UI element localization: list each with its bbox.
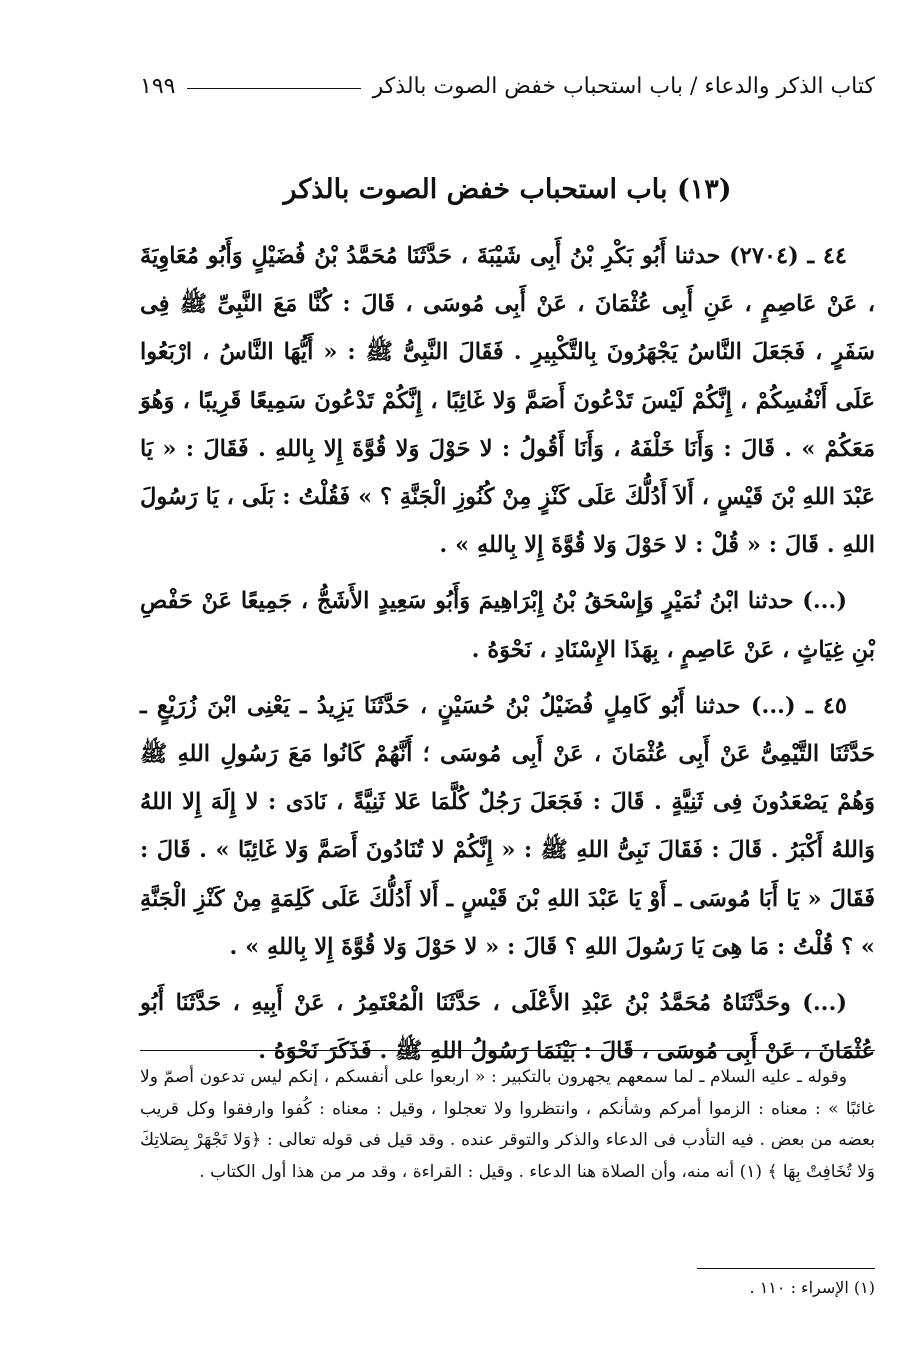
chapter-title: (١٣) باب استحباب خفض الصوت بالذكر <box>283 174 732 205</box>
hadith-paragraph: (...) وحَدَّثَنَاهُ مُحَمَّدُ بْنُ عَبْدِ الأَعْلَى ، حَدَّثَنَا الْمُعْتَمِرُ ، عَنْ أَبِيهِ ، حَدَّثَنَا أَبُو عُثْمَانَ ، عَنْ أَبِى مُوسَى ، قَالَ : بَيْنَمَا رَسُولُ اللهِ ﷺ . فَذَكَرَ نَحْوَهُ . <box>140 990 875 1065</box>
hadith-paragraph: ٤٤ ـ (٢٧٠٤) حدثنا أَبُو بَكْرِ بْنُ أَبِى شَيْبَةَ ، حَدَّثَنَا مُحَمَّدُ بْنُ فُضَيْلٍ وَأَبُو مُعَاوِيَةَ ، عَنْ عَاصِمٍ ، عَنِ أَبِى عُثْمَانَ ، عَنْ أَبِى مُوسَى ، قَالَ : كُنَّا مَعَ النَّبِىِّ ﷺ فِى سَفَرٍ ، فَجَعَلَ النَّاسُ يَجْهَرُونَ بِالتَّكْبِيرِ . فَقَالَ النَّبِىُّ ﷺ : « أَيُّهَا النَّاسُ ، ارْبَعُوا عَلَى أَنْفُسِكُمْ ، إِنَّكُمْ لَيْسَ تَدْعُونَ أَصَمَّ وَلا غَائِبًا ، إِنَّكُمْ تَدْعُونَ سَمِيعًا قَرِيبًا ، وَهُوَ مَعَكُمْ » . قَالَ : وَأَنَا خَلْفَهُ ، وَأَنَا أَقُولُ : لا حَوْلَ وَلا قُوَّةَ إِلا بِاللهِ . فَقَالَ : « يَا عَبْدَ اللهِ بْنَ قَيْسٍ ، أَلاَ أَدُلُّكَ عَلَى كَنْزٍ مِنْ كُنُوزِ الْجَنَّةِ ؟ » فَقُلْتُ : بَلَى ، يَا رَسُولَ اللهِ . قَالَ : « قُلْ : لا حَوْلَ وَلا قُوَّةَ إِلا بِاللهِ » . <box>140 243 875 559</box>
hadith-paragraph: (...) حدثنا ابْنُ نُمَيْرٍ وَإِسْحَقُ بْنُ إِبْرَاهِيمَ وَأَبُو سَعِيدٍ الأَشَجُّ ، جَمِيعًا عَنْ حَفْصِ بْنِ غِيَاثٍ ، عَنْ عَاصِمٍ ، بِهَذَا الإِسْنَادِ ، نَحْوَهُ . <box>140 588 875 663</box>
hadith-text <box>140 232 875 1075</box>
commentary-paragraph: وقوله ـ عليه السلام ـ لما سمعهم يجهرون بالتكبير : « اربعوا على أنفسكم ، إنكم ليس تدعون أصمّ ولا غائبًا » : معناه : الزموا أمركم وشأنكم ، وانتظروا ولا تعجلوا ، وقيل : معناه : كُفوا وارفقوا وكل قريب بعضه من بعض . فيه التأدب فى الدعاء والذكر والتوقر عنده . وقد قيل فى قوله تعالى : ﴿وَلا تَجْهَرْ بِصَلاتِكَ وَلا تُخَافِتْ بِهَا ﴾ (١) أنه منه، وأن الصلاة هنا الدعاء . وقيل : القراءة ، وقد مر من هذا أول الكتاب . <box>140 1067 875 1182</box>
running-header <box>140 66 875 106</box>
footnote-divider <box>697 1268 875 1269</box>
page-number: ١٩٩ <box>140 73 176 99</box>
running-title: كتاب الذكر والدعاء / باب استحباب خفض الصوت بالذكر <box>372 73 875 99</box>
header-rule <box>187 88 360 89</box>
commentary <box>140 1062 875 1188</box>
footnote: (١) الإسراء : ١١٠ . <box>749 1278 875 1297</box>
hadith-paragraph: ٤٥ ـ (...) حدثنا أَبُو كَامِلٍ فُضَيْلُ بْنُ حُسَيْنٍ ، حَدَّثَنَا يَزِيدُ ـ يَعْنِى ابْنَ زُرَيْعٍ ـ حَدَّثَنَا التَّيْمِىُّ عَنْ أَبِى عُثْمَانَ ، عَنْ أَبِى مُوسَى ؛ أَنَّهُمْ كَانُوا مَعَ رَسُولِ اللهِ ﷺ وَهُمْ يَصْعَدُونَ فِى ثَنِيَّةٍ . قَالَ : فَجَعَلَ رَجُلٌ كُلَّمَا عَلا ثَنِيَّةً ، نَادَى : لا إِلَهَ إِلا اللهُ وَاللهُ أَكْبَرُ . قَالَ : فَقَالَ نَبِىُّ اللهِ ﷺ : « إِنَّكُمْ لا تُنَادُونَ أَصَمَّ وَلا غَائِبًا » . قَالَ : فَقَالَ « يَا أَبَا مُوسَى ـ أَوْ يَا عَبْدَ اللهِ بْنَ قَيْسٍ ـ أَلا أَدُلُّكَ عَلَى كَلِمَةٍ مِنْ كَنْزِ الْجَنَّةِ » ؟ قُلْتُ : مَا هِىَ يَا رَسُولَ اللهِ ؟ قَالَ : « لا حَوْلَ وَلا قُوَّةَ إِلا بِاللهِ » . <box>140 692 875 960</box>
commentary-divider <box>140 1050 875 1051</box>
